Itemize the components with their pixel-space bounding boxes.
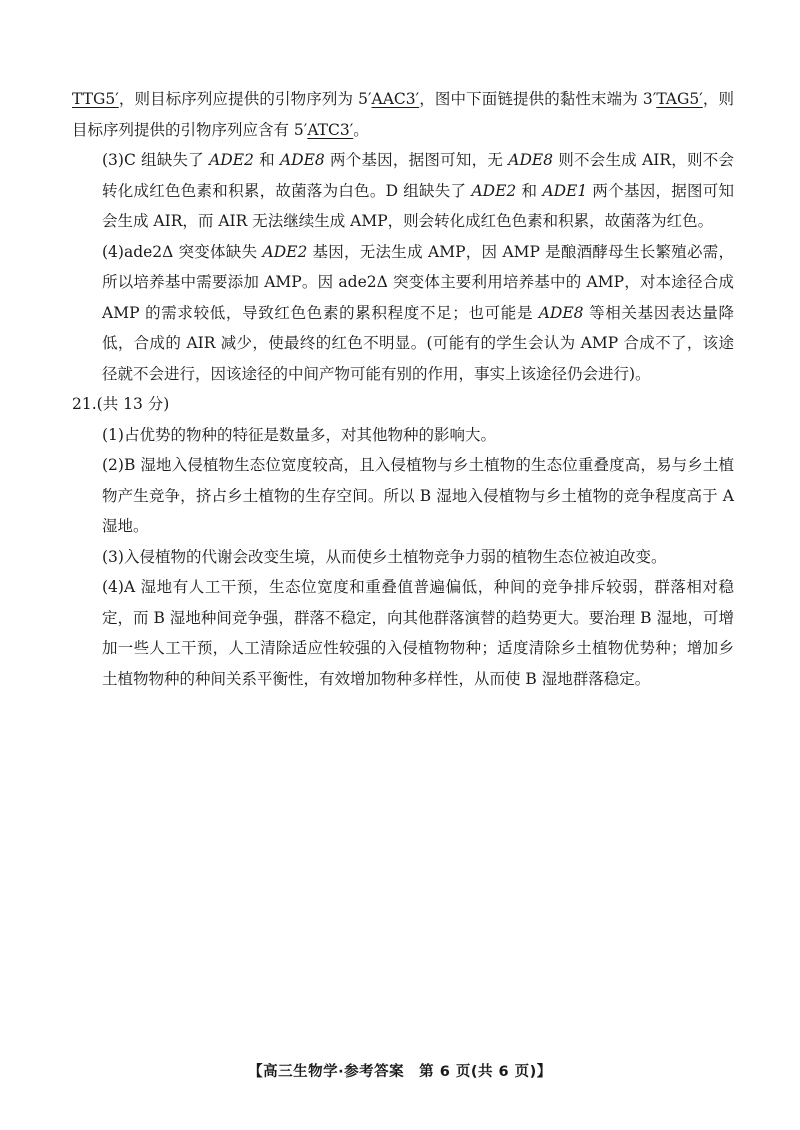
q21-answer-2: (2)B 湿地入侵植物生态位宽度较高，且入侵植物与乡土植物的生态位重叠度高，易与乡土植物产生竞争，挤占乡土植物的生存空间。所以 B 湿地入侵植物与乡土植物的竞争程度高于 A 湿地。 — [102, 456, 734, 535]
answer-part-3: (3)C 组缺失了 ADE2 和 ADE8 两个基因，据图可知，无 ADE8 则不会生成 AIR，则不会转化成红色色素和积累，故菌落为白色。D 组缺失了 ADE2 和 ADE1 两个基因，据图可知会生成 AIR，而 AIR 无法继续生成 AMP，则会转化成红色色素和积累，故菌落为红色。 — [102, 151, 735, 230]
q21-answer-3: (3)入侵植物的代谢会改变生境，从而使乡土植物竞争力弱的植物生态位被迫改变。 — [102, 547, 667, 566]
q21-answer-4: (4)A 湿地有人工干预，生态位宽度和重叠值普遍偏低，种间的竞争排斥较弱，群落相对稳定，而 B 湿地种间竞争强，群落不稳定，向其他群落演替的趋势更大。要治理 B 湿地，可增加一些人工干预，人工清除适应性较强的入侵植物物种；适度清除乡土植物优势种；增加乡土植物物种的种间关系平衡性，有效增加物种多样性，从而使 B 湿地群落稳定。 — [102, 578, 734, 688]
q21-answer-1: (1)占优势的物种的特征是数量多，对其他物种的影响大。 — [102, 425, 496, 444]
page-footer: 【高三生物学·参考答案 第 6 页(共 6 页)】 — [248, 1064, 552, 1080]
question-21-header: 21.(共 13 分) — [72, 395, 170, 413]
primer-paragraph: TTG5′，则目标序列应提供的引物序列为 5′AAC3′，图中下面链提供的黏性末端为 3′TAG5′，则目标序列提供的引物序列应含有 5′ATC3′。 — [72, 90, 734, 139]
answer-content — [72, 84, 734, 694]
answer-part-4: (4)ade2Δ 突变体缺失 ADE2 基因，无法生成 AMP，因 AMP 是酿酒酵母生长繁殖必需，所以培养基中需要添加 AMP。因 ade2Δ 突变体主要利用培养基中的 AMP，对本途径合成 AMP 的需求较低，导致红色色素的累积程度不足；也可能是 ADE8 等相关基因表达量降低，合成的 AIR 减少，使最终的红色不明显。(可能有的学生会认为 AMP 合成不了，该途径就不会进行，因该途径的中间产物可能有别的作用，事实上该途径仍会进行)。 — [102, 242, 734, 383]
